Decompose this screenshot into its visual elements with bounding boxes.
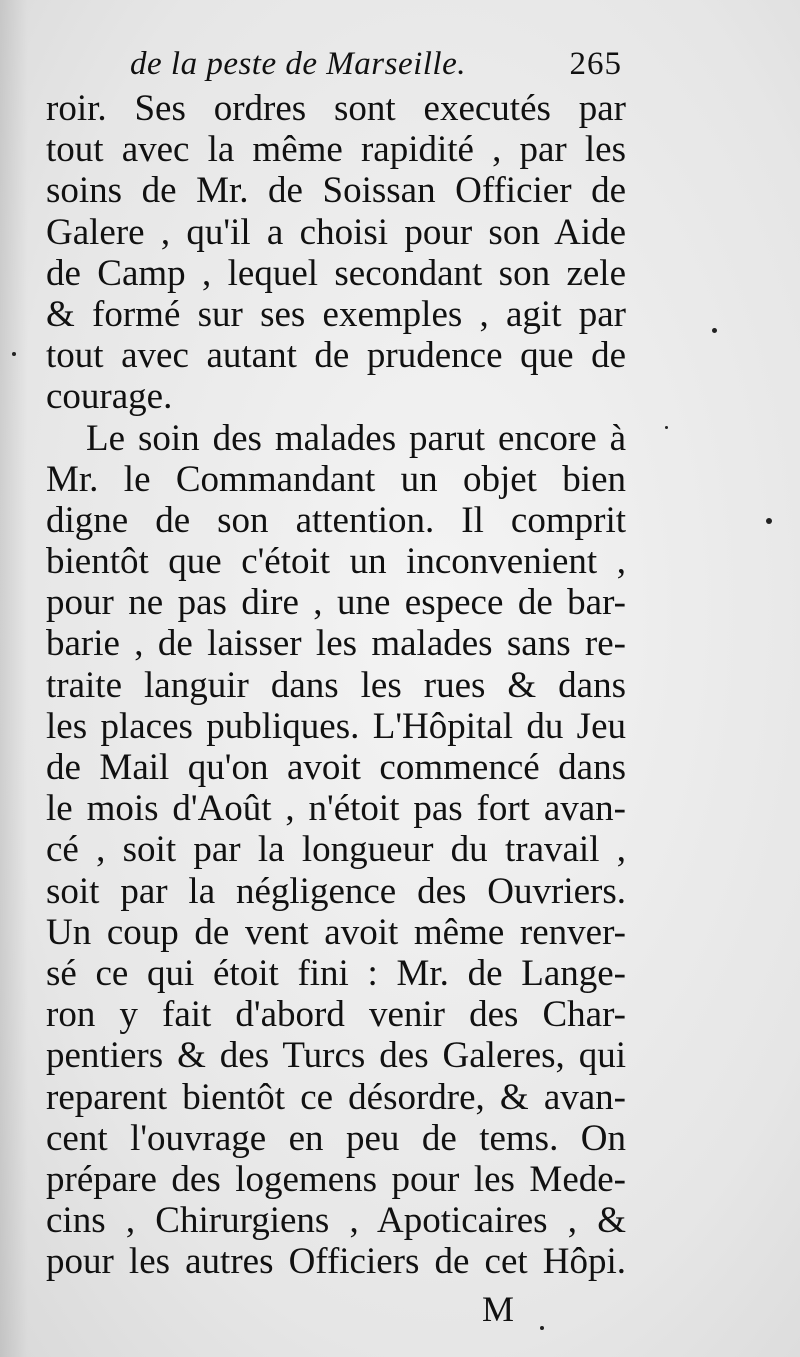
text-line: prépare des logemens pour les Mede- [46, 1158, 626, 1200]
text-line: sé ce qui étoit fini : Mr. de Lange- [46, 952, 626, 994]
page-number: 265 [569, 46, 622, 82]
text-line: bientôt que c'étoit un inconvenient , [46, 541, 626, 583]
text-line: roir. Ses ordres sont executés par [46, 88, 626, 129]
text-line: tout avec la même rapidité , par les [46, 129, 626, 171]
text-line: pour les autres Officiers de cet Hôpi. [46, 1241, 626, 1283]
text-line: ron y fait d'abord venir des Char- [46, 994, 626, 1036]
text-line: tout avec autant de prudence que de [46, 335, 626, 377]
text-line: de Mail qu'on avoit commencé dans [46, 747, 626, 788]
paper-speck [540, 1326, 544, 1330]
text-line: de Camp , lequel secondant son zele [46, 252, 626, 294]
running-head: de la peste de Marseille. [130, 46, 466, 82]
text-line: pour ne pas dire , une espece de bar- [46, 582, 626, 624]
paper-speck [665, 426, 668, 429]
text-line: soins de Mr. de Soissan Officier de [46, 170, 626, 212]
text-line: cé , soit par la longueur du travail , [46, 829, 626, 871]
body-text [46, 88, 626, 1282]
text-line: courage. [46, 376, 173, 418]
text-line: & formé sur ses exemples , agit par [46, 293, 626, 335]
paragraph-start-line: Le soin des malades parut encore à [86, 417, 626, 459]
text-line: cins , Chirurgiens , Apoticaires , & [46, 1200, 626, 1242]
paper-speck [766, 518, 772, 524]
text-line: cent l'ouvrage en peu de tems. On [46, 1117, 626, 1159]
text-line: barie , de laisser les malades sans re- [46, 623, 626, 665]
paper-speck [712, 328, 717, 333]
text-line: Mr. le Commandant un objet bien [46, 458, 626, 500]
text-line: soit par la négligence des Ouvriers. [46, 870, 626, 912]
text-line: le mois d'Août , n'étoit pas fort avan- [46, 788, 626, 830]
paper-speck [12, 352, 16, 356]
text-line: Un coup de vent avoit même renver- [46, 911, 626, 953]
text-line: les places publiques. L'Hôpital du Jeu [46, 705, 626, 747]
signature-mark: M [482, 1289, 515, 1329]
text-line: digne de son attention. Il comprit [46, 499, 626, 541]
text-line: Galere , qu'il a choisi pour son Aide [46, 211, 626, 253]
text-line: pentiers & des Turcs des Galeres, qui [46, 1035, 626, 1077]
text-line: reparent bientôt ce désordre, & avan- [46, 1076, 626, 1118]
text-line: traite languir dans les rues & dans [46, 664, 626, 706]
